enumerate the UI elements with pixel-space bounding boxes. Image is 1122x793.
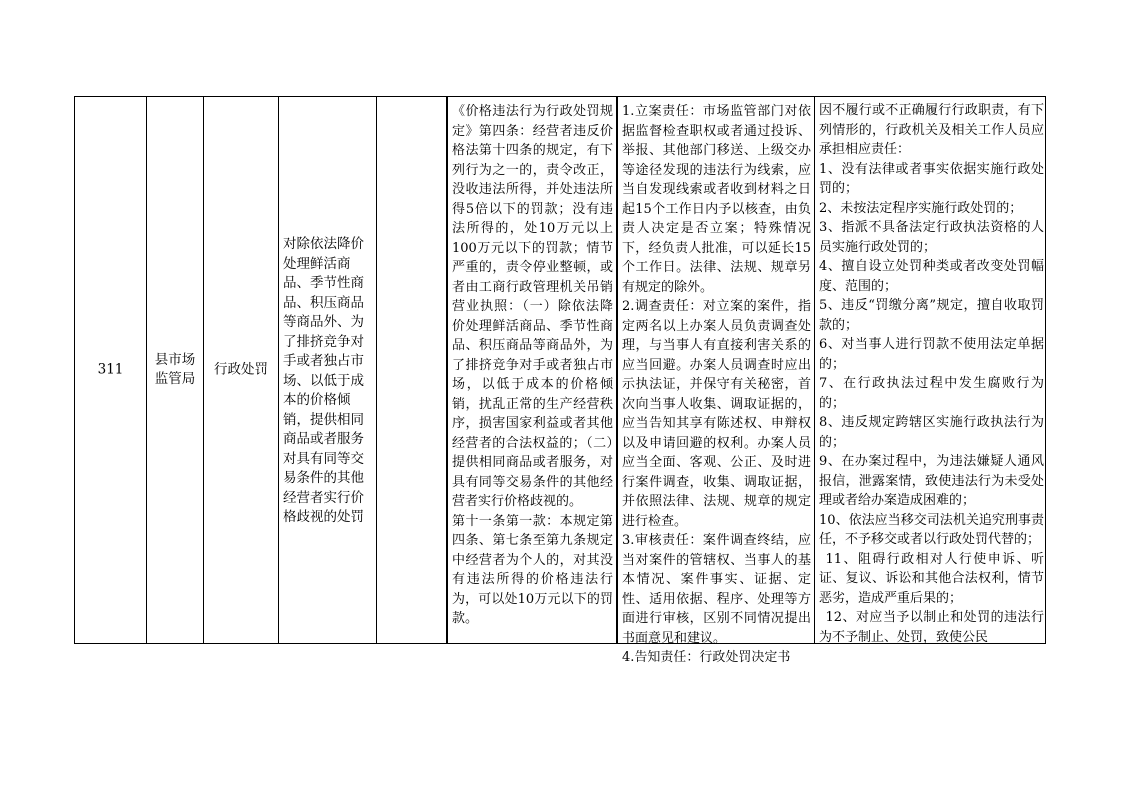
legal-basis-paragraph: 第十一条第一款：本规定第四条、第七条至第九条规定中经营者为个人的，对其没有违法所得的价格违法行为，可以处10万元以下的罚款。 — [452, 513, 613, 626]
department-name: 县市场 监管局 — [154, 352, 196, 387]
empty-cell — [377, 97, 447, 643]
responsibility-cell — [617, 97, 815, 665]
department-cell — [147, 97, 204, 643]
category-cell — [204, 97, 279, 643]
accountability-paragraph: 8、违反规定跨辖区实施行政执法行为的； — [819, 415, 1044, 450]
accountability-paragraph: 12、对应当予以制止和处罚的违法行为不予制止、处罚，致使公民 — [819, 610, 1044, 645]
accountability-paragraph: 11、阻碍行政相对人行使申诉、听证、复议、诉讼和其他合法权利，情节恶劣，造成严重后果的； — [819, 551, 1044, 606]
legal-basis-paragraph: 《价格违法行为行政处罚规定》第四条：经营者违反价格法第十四条的规定，有下列行为之一的，责令改正，没收违法所得，并处违法所得5倍以下的罚款；没有违法所得的，处10万元以上100万元以下的罚款；情节严重的，责令停业整顿，或者由工商行政管理机关吊销营业执照：（一）除依法降价处理鲜活商品、季节性商品、积压商品等商品外，为了排挤竞争对手或者独占市场，以低于成本的价格倾销，扰乱正常的生产经营秩序，损害国家利益或者其他经营者的合法权益的；（二）提供相同商品或者服务，对具有同等交易条件的其他经营者实行价格歧视的。 — [452, 104, 613, 509]
accountability-paragraph: 10、依法应当移交司法机关追究刑事责任，不予移交或者以行政处罚代替的； — [819, 512, 1044, 547]
accountability-paragraph: 因不履行或不正确履行行政职责，有下列情形的，行政机关及相关工作人员应承担相应责任： — [819, 103, 1044, 157]
item-number-cell — [75, 97, 147, 643]
item-name-cell — [279, 97, 377, 643]
responsibility-paragraph: 4.告知责任：行政处罚决定书 — [622, 650, 791, 665]
accountability-text — [819, 101, 1044, 647]
accountability-paragraph: 5、违反“罚缴分离”规定，擅自收取罚款的； — [819, 298, 1044, 333]
item-name-text: 对除依法降价处理鲜活商品、季节性商品、积压商品等商品外、为了排挤竞争对手或者独占市场、以低于成本的价格倾销，提供相同商品或者服务对具有同等交易条件的其他经营者实行价格歧视的处罚 — [283, 236, 364, 525]
accountability-cell — [815, 97, 1047, 643]
responsibility-text — [622, 102, 811, 668]
permission-table-row — [74, 96, 1046, 665]
category-label: 行政处罚 — [214, 361, 268, 378]
legal-basis-cell — [447, 97, 617, 643]
accountability-paragraph: 4、擅自设立处罚种类或者改变处罚幅度、范围的； — [819, 259, 1044, 294]
accountability-paragraph: 9、在办案过程中，为违法嫌疑人通风报信，泄露案情，致使违法行为未受处理或者给办案造成困难的； — [819, 454, 1044, 508]
item-number: 311 — [97, 361, 124, 378]
accountability-paragraph: 3、指派不具备法定行政执法资格的人员实施行政处罚的； — [819, 220, 1044, 255]
accountability-paragraph: 7、在行政执法过程中发生腐败行为的； — [819, 376, 1044, 411]
responsibility-paragraph: 2.调查责任：对立案的案件，指定两名以上办案人员负责调查处理，与当事人有直接利害关系的应当回避。办案人员调查时应出示执法证，并保守有关秘密，首次向当事人收集、调取证据的，应当告知其享有陈述权、申辩权以及申请回避的权利。办案人员应当全面、客观、公正、及时进行案件调查，收集、调取证据，并依照法律、法规、规章的规定进行检查。 — [622, 299, 811, 529]
accountability-paragraph: 1、没有法律或者事实依据实施行政处罚的； — [819, 161, 1044, 196]
accountability-paragraph: 2、未按法定程序实施行政处罚的； — [819, 200, 1023, 216]
legal-basis-text — [452, 102, 613, 629]
responsibility-paragraph: 3.审核责任：案件调查终结，应当对案件的管辖权、当事人的基本情况、案件事实、证据、定性、适用依据、程序、处理等方面进行审核，区别不同情况提出书面意见和建议。 — [622, 533, 811, 646]
accountability-paragraph: 6、对当事人进行罚款不使用法定单据的； — [819, 337, 1044, 372]
responsibility-paragraph: 1.立案责任：市场监管部门对依据监督检查职权或者通过投诉、举报、其他部门移送、上级交办等途径发现的违法行为线索，应当自发现线索或者收到材料之日起15个工作日内予以核查，由负责人决定是否立案；特殊情况下，经负责人批准，可以延长15个工作日。法律、法规、规章另有规定的除外。 — [622, 104, 811, 295]
